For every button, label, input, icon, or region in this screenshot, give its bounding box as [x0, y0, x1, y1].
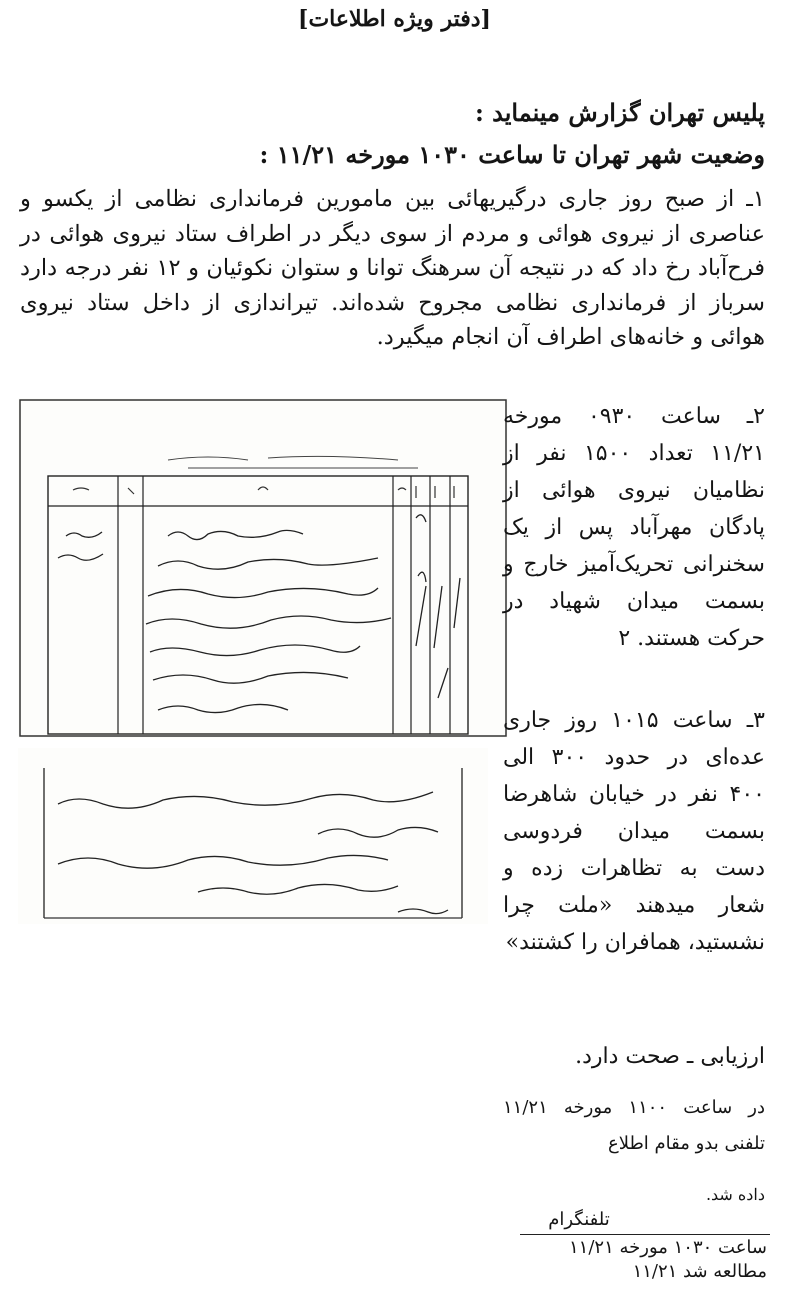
scanned-note-image [18, 748, 488, 924]
report-item-3: ۳ـ ساعت ۱۰۱۵ روز جاری عده‌ای در حدود ۳۰۰ الی ۴۰۰ نفر در خیابان شاهرضا بسمت میدان فردوسی دست به تظاهرات زده و شعار میدهند «ملت چرا نشستید، همافران را کشتند» [503, 708, 765, 955]
report-opening: پلیس تهران گزارش مینماید : [474, 98, 765, 127]
office-header: [دفتر ویژه اطلاعات] [298, 6, 491, 32]
telephone-notice-end: داده شد. [705, 1185, 765, 1204]
handwritten-register-drawing [18, 398, 508, 738]
read-stamp: مطالعه شد ۱۱/۲۱ [632, 1261, 767, 1282]
report-status-line: وضعیت شهر تهران تا ساعت ۱۰۳۰ مورخه ۱۱/۲۱ : [259, 140, 765, 169]
telegram-time: ساعت ۱۰۳۰ مورخه ۱۱/۲۱ [569, 1237, 767, 1258]
scanned-register-image [18, 398, 508, 738]
telegram-title: تلفنگرام [548, 1209, 610, 1230]
evaluation-line: ارزیابی ـ صحت دارد. [575, 1044, 765, 1069]
handwritten-note-drawing [18, 748, 488, 924]
telephone-notice: در ساعت ۱۱۰۰ مورخه ۱۱/۲۱ تلفنی بدو مقام اطلاع [503, 1097, 765, 1154]
report-item-1: ۱ـ از صبح روز جاری درگیریهائی بین مامورین فرمانداری نظامی از یکسو و عناصری از نیروی هوائی و مردم از سوی دیگر در اطراف ستاد نیروی هوائی در فرح‌آباد رخ داد که در نتیجه آن سرهنگ توانا و ستوان نکوئیان و ۱۲ نفر درجه دارد سرباز از فرمانداری نظامی مجروح شده‌اند. تیراندازی از داخل ستاد نیروی هوائی و خانه‌های اطراف آن انجام میگیرد. [20, 186, 766, 350]
footer-divider [520, 1234, 770, 1235]
report-item-2: ۲ـ ساعت ۰۹۳۰ مورخه ۱۱/۲۱ تعداد ۱۵۰۰ نفر از نظامیان نیروی هوائی از پادگان مهرآباد پس از یک سخنرانی تحریک‌آمیز خارج و بسمت میدان شهیاد در حرکت هستند. ۲ [503, 404, 765, 651]
